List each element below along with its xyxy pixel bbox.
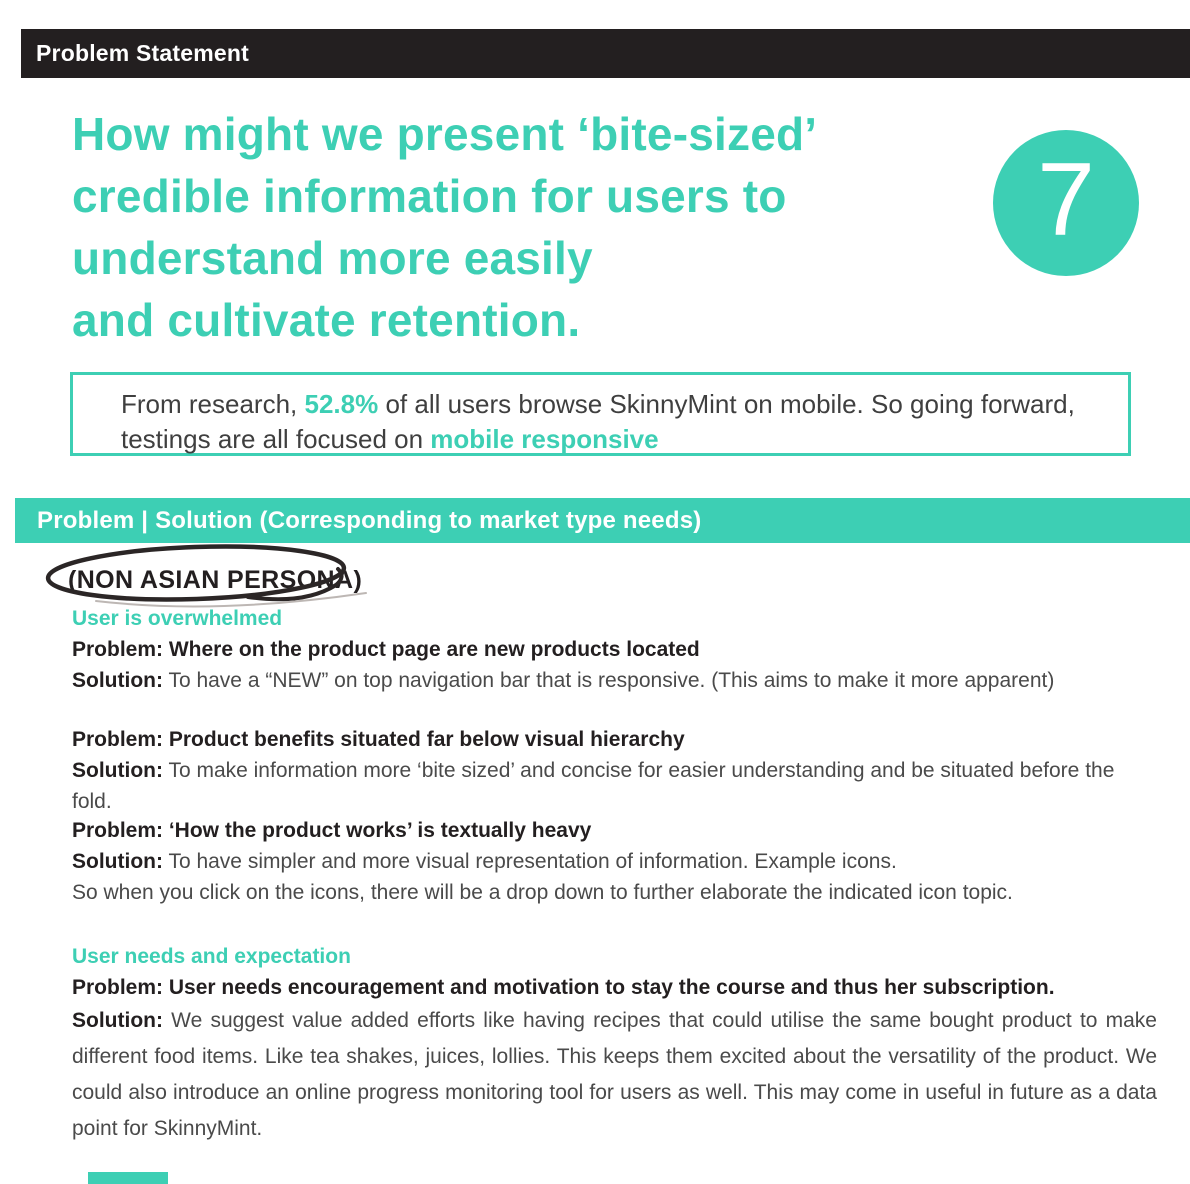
problem-solution-item	[72, 815, 1157, 908]
solution-body: To have a “NEW” on top navigation bar that is responsive. (This aims to make it more apparent)	[162, 669, 1055, 692]
slide-number-badge	[993, 130, 1139, 276]
persona-label: (NON ASIAN PERSONA)	[68, 566, 363, 594]
research-callout-box	[70, 372, 1131, 456]
research-seg3: testings are all focused on	[121, 424, 431, 454]
solution-label: Solution:	[72, 850, 163, 873]
header-bar	[21, 29, 1190, 78]
solution-paragraph	[72, 1003, 1157, 1147]
solution-extra-text: So when you click on the icons, there will be a drop down to further elaborate the indicated icon topic.	[72, 881, 1013, 904]
slide-number: 7	[1037, 142, 1095, 258]
problem-text: Problem: Where on the product page are new products located	[72, 638, 700, 661]
solution-label: Solution:	[72, 1009, 163, 1032]
solution-body: To make information more ‘bite sized’ and concise for easier understanding and be situated before the fold.	[72, 759, 1115, 813]
solution-body: We suggest value added efforts like having recipes that could utilise the same bought product to make different food items. Like tea shakes, juices, lollies. This keeps them excited about the versatility of the product. We could also introduce an online progress monitoring tool for users as well. This may come in useful in future as a data point for SkinnyMint.	[72, 1009, 1157, 1140]
next-section-bar-edge	[88, 1172, 168, 1184]
research-stat: 52.8%	[304, 389, 379, 419]
page-title: Problem Statement	[36, 40, 250, 66]
solution-text	[72, 665, 1157, 696]
problem-text: Problem: User needs encouragement and motivation to stay the course and thus her subscription.	[72, 976, 1055, 999]
group2-heading: User needs and expectation	[72, 945, 351, 968]
headline-line-2: credible information for users to	[72, 170, 787, 222]
section-bar	[15, 498, 1190, 543]
group1-heading: User is overwhelmed	[72, 607, 283, 630]
headline-line-1: How might we present ‘bite-sized’	[72, 108, 818, 160]
headline	[72, 103, 972, 351]
problem-solution-item	[72, 634, 1157, 696]
solution-label: Solution:	[72, 759, 163, 782]
solution-body: To have simpler and more visual representation of information. Example icons.	[162, 850, 897, 873]
solution-text	[72, 755, 1157, 817]
problem-text: Problem: ‘How the product works’ is textually heavy	[72, 819, 592, 842]
problem-solution-item	[72, 724, 1157, 817]
research-seg1: From research,	[121, 389, 305, 419]
solution-text	[72, 846, 1157, 877]
research-note	[121, 387, 1110, 457]
section-title: Problem | Solution (Corresponding to market type needs)	[37, 506, 702, 534]
headline-line-4: and cultivate retention.	[72, 294, 581, 346]
problem-text: Problem: Product benefits situated far below visual hierarchy	[72, 728, 685, 751]
research-highlight: mobile responsive	[430, 424, 659, 454]
headline-line-3: understand more easily	[72, 232, 593, 284]
solution-label: Solution:	[72, 669, 163, 692]
research-seg2: of all users browse SkinnyMint on mobile. So going forward,	[378, 389, 1075, 419]
